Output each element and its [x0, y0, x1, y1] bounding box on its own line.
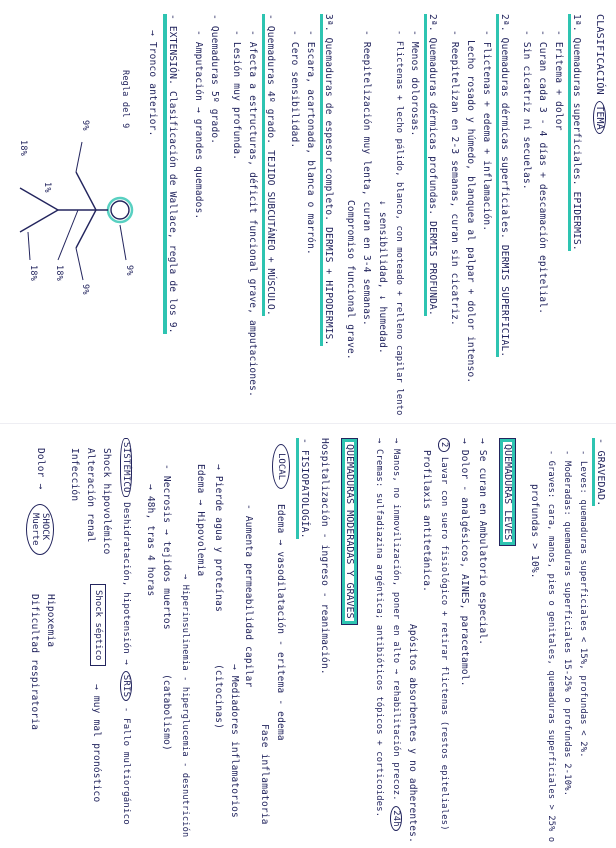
note-line: (catabolismo) [161, 674, 172, 751]
note-line: (citocinas) [213, 664, 224, 730]
circled-note: 24h [390, 806, 402, 831]
note-line: - Flictenas + lecho pálido, blanco, con moteado + relleno capilar lento [394, 30, 404, 416]
note-line: profundas > 10%. [529, 484, 540, 579]
section-title: CLASIFICACIÓN TEMA [593, 14, 606, 134]
note-line: Dificultad respiratoria [29, 594, 40, 731]
note-line: - Menos dolorosas. [409, 30, 420, 137]
stick-figure-diagram [8, 60, 138, 360]
note-line: Fase inflamatoria [259, 724, 270, 825]
note-line: Hospitalización - ingreso - reanimación. [319, 438, 330, 675]
note-line: → 48h, tras 4 horas [145, 484, 156, 597]
note-line: - Aumenta permeabilidad capilar [243, 504, 254, 688]
note-line: → Hiperinsulinemia - hiperglucemia - desnutrición [180, 574, 190, 838]
note-line: - Sin cicatriz ni secuelas. [521, 30, 532, 190]
note-line: → Cremas: sulfadiazina argéntica; antibióticos tópicos + corticoides. [374, 438, 384, 818]
note-line: - Reepitelización muy lenta, curan en 3-4 semanas. [361, 30, 372, 326]
notes-page-severity [0, 424, 616, 848]
percent-label: 18% [18, 140, 28, 156]
shock-oval: SHOCK Muerte [26, 504, 54, 555]
note-line: - Flictenas + edema + inflamación. [481, 30, 492, 232]
note-line: - Necrosis → tejidos muertos [161, 464, 172, 630]
rule-of-nines-figure [8, 60, 138, 360]
sistemico-label: SISTÉMICO [120, 438, 132, 497]
note-line: - Eritema + dolor [553, 30, 564, 131]
note-line: → Dolor - analgésicos, AINES, paracetamol. [459, 438, 470, 687]
note-line: - Escara, acartonada, blanca o marrón. [305, 30, 316, 255]
note-line: → Manos, no inmovilización, poner en alto → rehabilitación precoz. 24h [390, 438, 402, 831]
note-line: - Quemaduras 5º grado. [209, 14, 220, 145]
oval-label: LOCAL [272, 444, 290, 489]
note-line: - Lesión muy profunda. [231, 30, 242, 161]
note-line: Dolor → [35, 448, 46, 490]
note-line: → Tronco anterior. [147, 30, 158, 137]
percent-label: 9% [124, 265, 134, 276]
note-line: - Curan cada 3 - 4 días + descamación epitelial. [537, 30, 548, 315]
note-line: - Afecta a estructuras, déficit funcional grave, amputaciones. [247, 30, 258, 398]
note-line: Infección [69, 448, 80, 502]
note-line: 2 Lavar con suero fisiológico + retirar flictenas (restos epiteliales) [438, 438, 450, 831]
note-line: → Mediadores inflamatorios [229, 664, 240, 818]
note-line: Profilaxis antitetánica. [421, 450, 432, 593]
note-line: Edema → Hipovolemia [195, 464, 206, 577]
boxed-heading: QUEMADURAS LEVES [499, 438, 516, 546]
note-line: 1ª. Quemaduras superficiales. EPIDERMIS. [571, 14, 582, 251]
note-line: 2ª. Quemaduras dérmicas superficiales. DERMIS SUPERFICIAL. [499, 14, 510, 357]
note-line: Lecho rosado y húmedo, blanquea al palpar + dolor intenso. [465, 40, 476, 384]
percent-label: 9% [80, 284, 90, 295]
note-line: 2ª. Quemaduras dérmicas profundas. DERMIS PROFUNDA. [427, 14, 438, 316]
percent-label: 1% [42, 182, 52, 193]
percent-label: 9% [80, 120, 90, 131]
sris-circle: SRIS [120, 671, 132, 701]
figure-caption: Regla del 9 [120, 70, 130, 129]
note-line: Apósitos absorbentes y no adherentes. [407, 624, 418, 844]
note-line: Edema → vasodilatación - eritema - edema [275, 504, 286, 741]
note-line: - Amputación → grandes quemados. [193, 30, 204, 220]
boxed-note: Shock séptico [90, 584, 106, 666]
note-line: → Pierde agua y proteínas [213, 464, 224, 612]
note-line: - Graves: cara, manos, pies o genitales, quemaduras superficiales > 25% o [546, 450, 556, 843]
note-line: - Cero sensibilidad. [289, 30, 300, 149]
percent-label: 18% [54, 265, 64, 281]
note-line: - FISIOPATOLOGÍA. [299, 438, 310, 539]
note-line: - Leves: quemaduras superficiales < 15%, profundas < 2%. [578, 450, 588, 758]
note-line: ↓ sensibilidad, ↓ humedad. [377, 200, 388, 354]
note-line: - Quemaduras 4º grado. TEJIDO SUBCUTÁNEO + MÚSCULO. [265, 14, 276, 316]
note-line: → muy mal pronóstico [91, 684, 102, 803]
note-line: - GRAVEDAD. [595, 438, 606, 506]
note-line: Shock hipovolémico [101, 448, 112, 555]
note-line: Hipoxemia [45, 594, 56, 648]
boxed-heading: QUEMADURAS MODERADAS Y GRAVES [341, 438, 358, 625]
percent-label: 18% [28, 265, 38, 281]
title-badge: TEMA [593, 101, 606, 134]
note-line: - Reepitelizan en 2-3 semanas, curan sin cicatriz. [449, 30, 460, 326]
note-line: - EXTENSIÓN. Clasificación de Wallace, regla de los 9. [167, 14, 178, 334]
step-number: 2 [438, 438, 450, 452]
note-line: Compromiso funcional grave. [345, 200, 356, 360]
note-line: → Se curan en Ambulatorio especial. [477, 438, 488, 646]
note-line: - Moderadas: quemaduras superficiales 15-25% o profundas 2-10%. [562, 450, 572, 797]
note-line: Alteración renal [85, 448, 96, 543]
note-line: 3ª. Quemaduras de espesor completo. DERMIS + HIPODERMIS. [323, 14, 334, 346]
note-line: SISTÉMICO Deshidratación, hipotensión → SRIS - Fallo multiorgánico [120, 438, 132, 825]
